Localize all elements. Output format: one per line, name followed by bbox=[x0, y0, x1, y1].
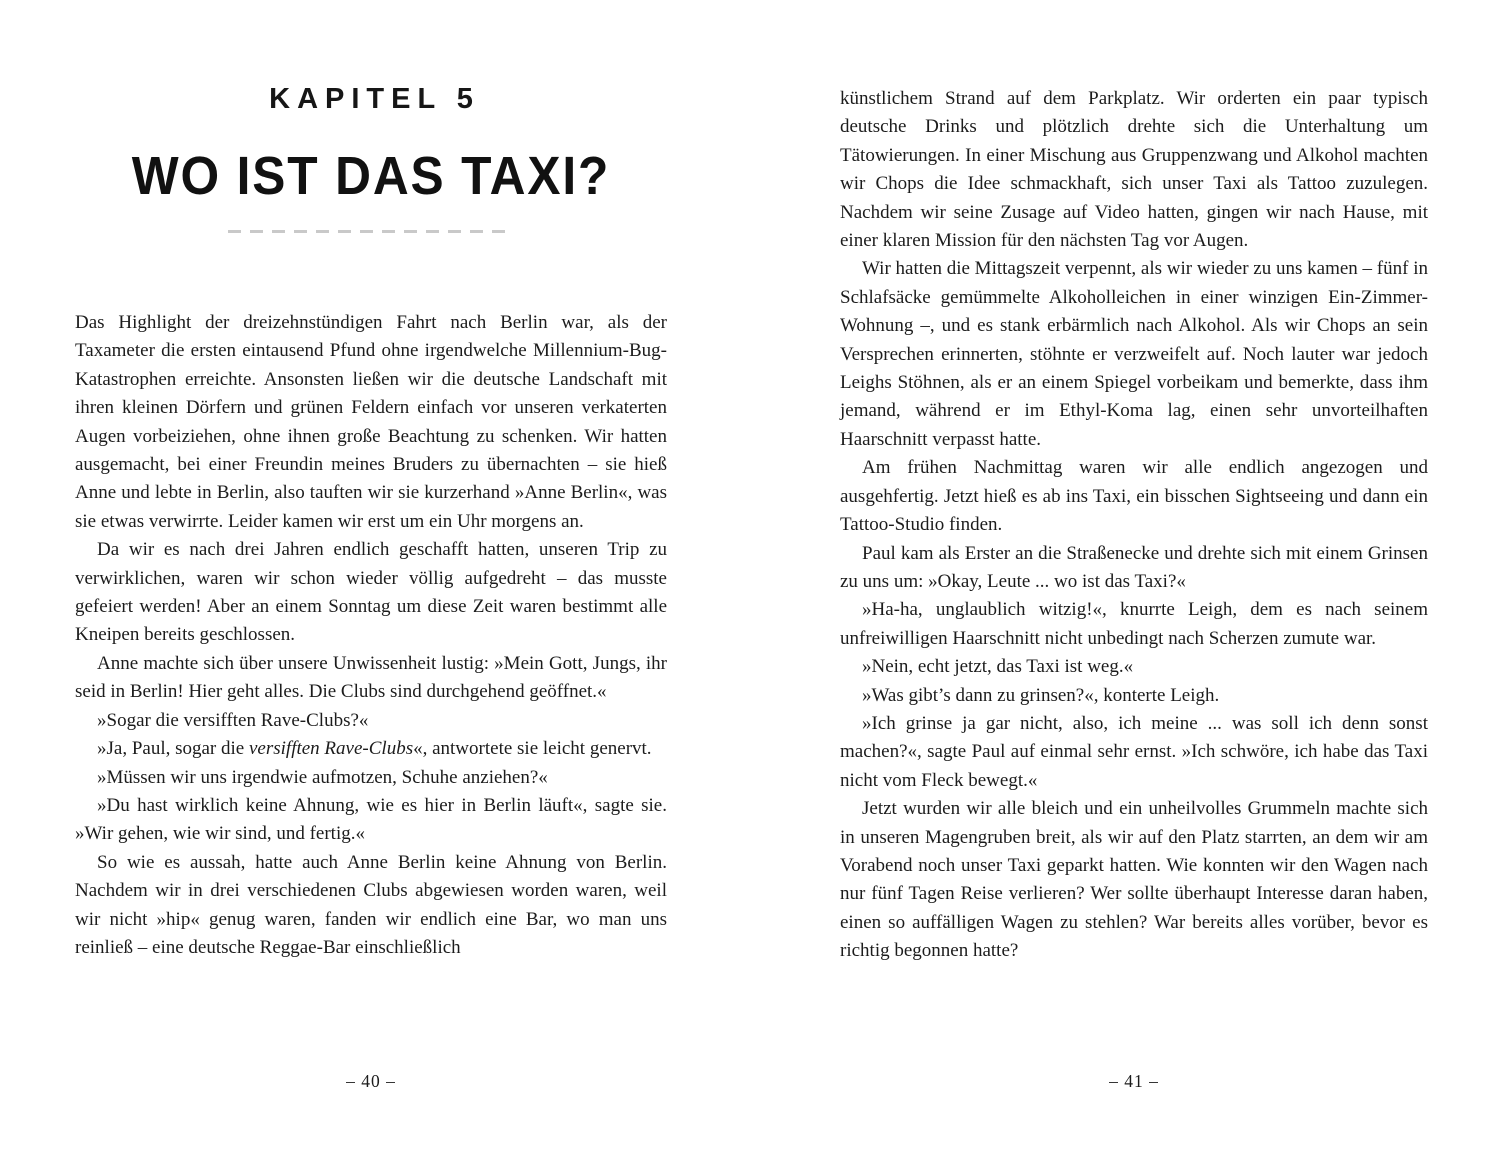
chapter-label: KAPITEL 5 bbox=[269, 83, 480, 115]
right-page-number: – 41 – bbox=[1109, 1071, 1159, 1091]
paragraph bbox=[840, 540, 1428, 597]
left-page-body bbox=[75, 309, 667, 962]
page-left bbox=[75, 0, 667, 1154]
page-right bbox=[840, 0, 1428, 1154]
paragraph bbox=[840, 454, 1428, 539]
text-run: »Was gibt’s dann zu grinsen?«, konterte Leigh. bbox=[862, 684, 1220, 706]
text-run: Paul kam als Erster an die Straßenecke und drehte sich mit einem Grinsen zu uns um: »Okay, Leute ... wo ist das Taxi?« bbox=[840, 542, 1428, 592]
text-run: Am frühen Nachmittag waren wir alle endlich angezogen und ausgehfertig. Jetzt hieß es ab ins Taxi, ein bisschen Sightseeing und dann ein Tattoo-Studio finden. bbox=[840, 457, 1428, 536]
paragraph bbox=[840, 653, 1428, 681]
chapter-title-text: WO IST DAS TAXI? bbox=[131, 146, 611, 206]
text-run: Anne machte sich über unsere Unwissenheit lustig: »Mein Gott, Jungs, ihr seid in Berlin! Hier geht alles. Die Clubs sind durchgehend geöffnet.« bbox=[75, 652, 667, 703]
text-run: »Ich grinse ja gar nicht, also, ich meine ... was soll ich denn sonst machen?«, sagte Paul auf einmal sehr ernst. »Ich schwöre, ich habe das Taxi nicht vom Fleck bewegt.« bbox=[840, 712, 1428, 791]
text-run: versifften Rave-Clubs bbox=[248, 738, 414, 760]
paragraph bbox=[75, 792, 667, 849]
right-page-body bbox=[840, 85, 1428, 966]
paragraph bbox=[75, 849, 667, 963]
text-run: »Ha-ha, unglaublich witzig!«, knurrte Leigh, dem es nach seinem unfreiwilligen Haarschnitt nicht unbedingt nach Scherzen zumute war. bbox=[840, 599, 1428, 649]
text-run: »Nein, echt jetzt, das Taxi ist weg.« bbox=[862, 656, 1134, 678]
text-run: So wie es aussah, hatte auch Anne Berlin keine Ahnung von Berlin. Nachdem wir in drei verschiedenen Clubs abgewiesen worden waren, weil wir nicht »hip« genug waren, fanden wir endlich eine Bar, wo man uns reinließ – eine deutsche Reggae-Bar einschließlich bbox=[75, 851, 667, 958]
text-run: Da wir es nach drei Jahren endlich geschafft hatten, unseren Trip zu verwirklichen, waren wir schon wieder völlig aufgedreht – das musste gefeiert werden! Aber an einem Sonntag um diese Zeit waren bestimmt alle Kneipen bereits geschlossen. bbox=[75, 539, 667, 646]
text-run: »Müssen wir uns irgendwie aufmotzen, Schuhe anziehen?« bbox=[97, 766, 548, 788]
text-run: »Ja, Paul, sogar die bbox=[97, 738, 249, 760]
text-run: «, antwortete sie leicht genervt. bbox=[413, 738, 652, 760]
chapter-title bbox=[75, 146, 667, 206]
left-page-number: – 40 – bbox=[346, 1071, 396, 1091]
paragraph bbox=[75, 536, 667, 650]
paragraph bbox=[75, 309, 667, 536]
paragraph bbox=[75, 764, 667, 792]
paragraph bbox=[75, 707, 667, 735]
text-run: Wir hatten die Mittagszeit verpennt, als wir wieder zu uns kamen – fünf in Schlafsäcke gemümmelte Alkoholleichen in einer winzigen Ein-Zimmer-Wohnung –, und es stank erbärmlich nach Alkohol. Als wir Chops an sein Versprechen erinnerten, stöhnte er verzweifelt auf. Noch lauter war jedoch Leighs Stöhnen, als er an einem Spiegel vorbeikam und bemerkte, dass ihm jemand, während er im Ethyl-Koma lag, einen sehr unvorteilhaften Haarschnitt verpasst hatte. bbox=[840, 258, 1428, 450]
text-run: künstlichem Strand auf dem Parkplatz. Wir orderten ein paar typisch deutsche Drinks und plötzlich drehte sich die Unterhaltung um Tätowierungen. In einer Mischung aus Gruppenzwang und Alkohol machten wir Chops die Idee schmackhaft, sich unser Taxi als Tattoo zuzulegen. Nachdem wir seine Zusage auf Video hatten, gingen wir nach Hause, mit einer klaren Mission für den nächsten Tag vor Augen. bbox=[840, 88, 1428, 252]
paragraph bbox=[840, 795, 1428, 965]
paragraph bbox=[840, 85, 1428, 255]
paragraph bbox=[840, 596, 1428, 653]
text-run: Das Highlight der dreizehnstündigen Fahrt nach Berlin war, als der Taxameter die ersten eintausend Pfund ohne irgendwelche Millennium-Bug-Katastrophen erreichte. Ansonsten ließen wir die deutsche Landschaft mit ihren kleinen Dörfern und grünen Feldern einfach vor unseren verkaterten Augen vorbeiziehen, ohne ihnen große Beachtung zu schenken. Wir hatten ausgemacht, bei einer Freundin meines Bruders zu übernachten – sie hieß Anne und lebte in Berlin, also tauften wir sie kurzerhand »Anne Berlin«, was sie etwas verwirrte. Leider kamen wir erst um ein Uhr morgens an. bbox=[75, 312, 667, 532]
text-run: »Sogar die versifften Rave-Clubs?« bbox=[97, 709, 369, 731]
dashed-divider bbox=[228, 230, 514, 233]
paragraph bbox=[840, 255, 1428, 454]
chapter-header bbox=[75, 0, 667, 233]
paragraph bbox=[840, 710, 1428, 795]
paragraph bbox=[75, 735, 667, 763]
text-run: »Du hast wirklich keine Ahnung, wie es hier in Berlin läuft«, sagte sie. »Wir gehen, wie wir sind, und fertig.« bbox=[75, 794, 667, 845]
paragraph bbox=[75, 650, 667, 707]
paragraph bbox=[840, 682, 1428, 710]
text-run: Jetzt wurden wir alle bleich und ein unheilvolles Grummeln machte sich in unseren Magengruben breit, als wir auf den Platz starrten, an dem wir am Vorabend noch unser Taxi geparkt hatten. Wie konnten wir den Wagen nach nur fünf Tagen Reise verlieren? Wer sollte überhaupt Interesse daran haben, einen so auffälligen Wagen zu stehlen? War bereits alles vorüber, bevor es richtig begonnen hatte? bbox=[840, 798, 1428, 962]
